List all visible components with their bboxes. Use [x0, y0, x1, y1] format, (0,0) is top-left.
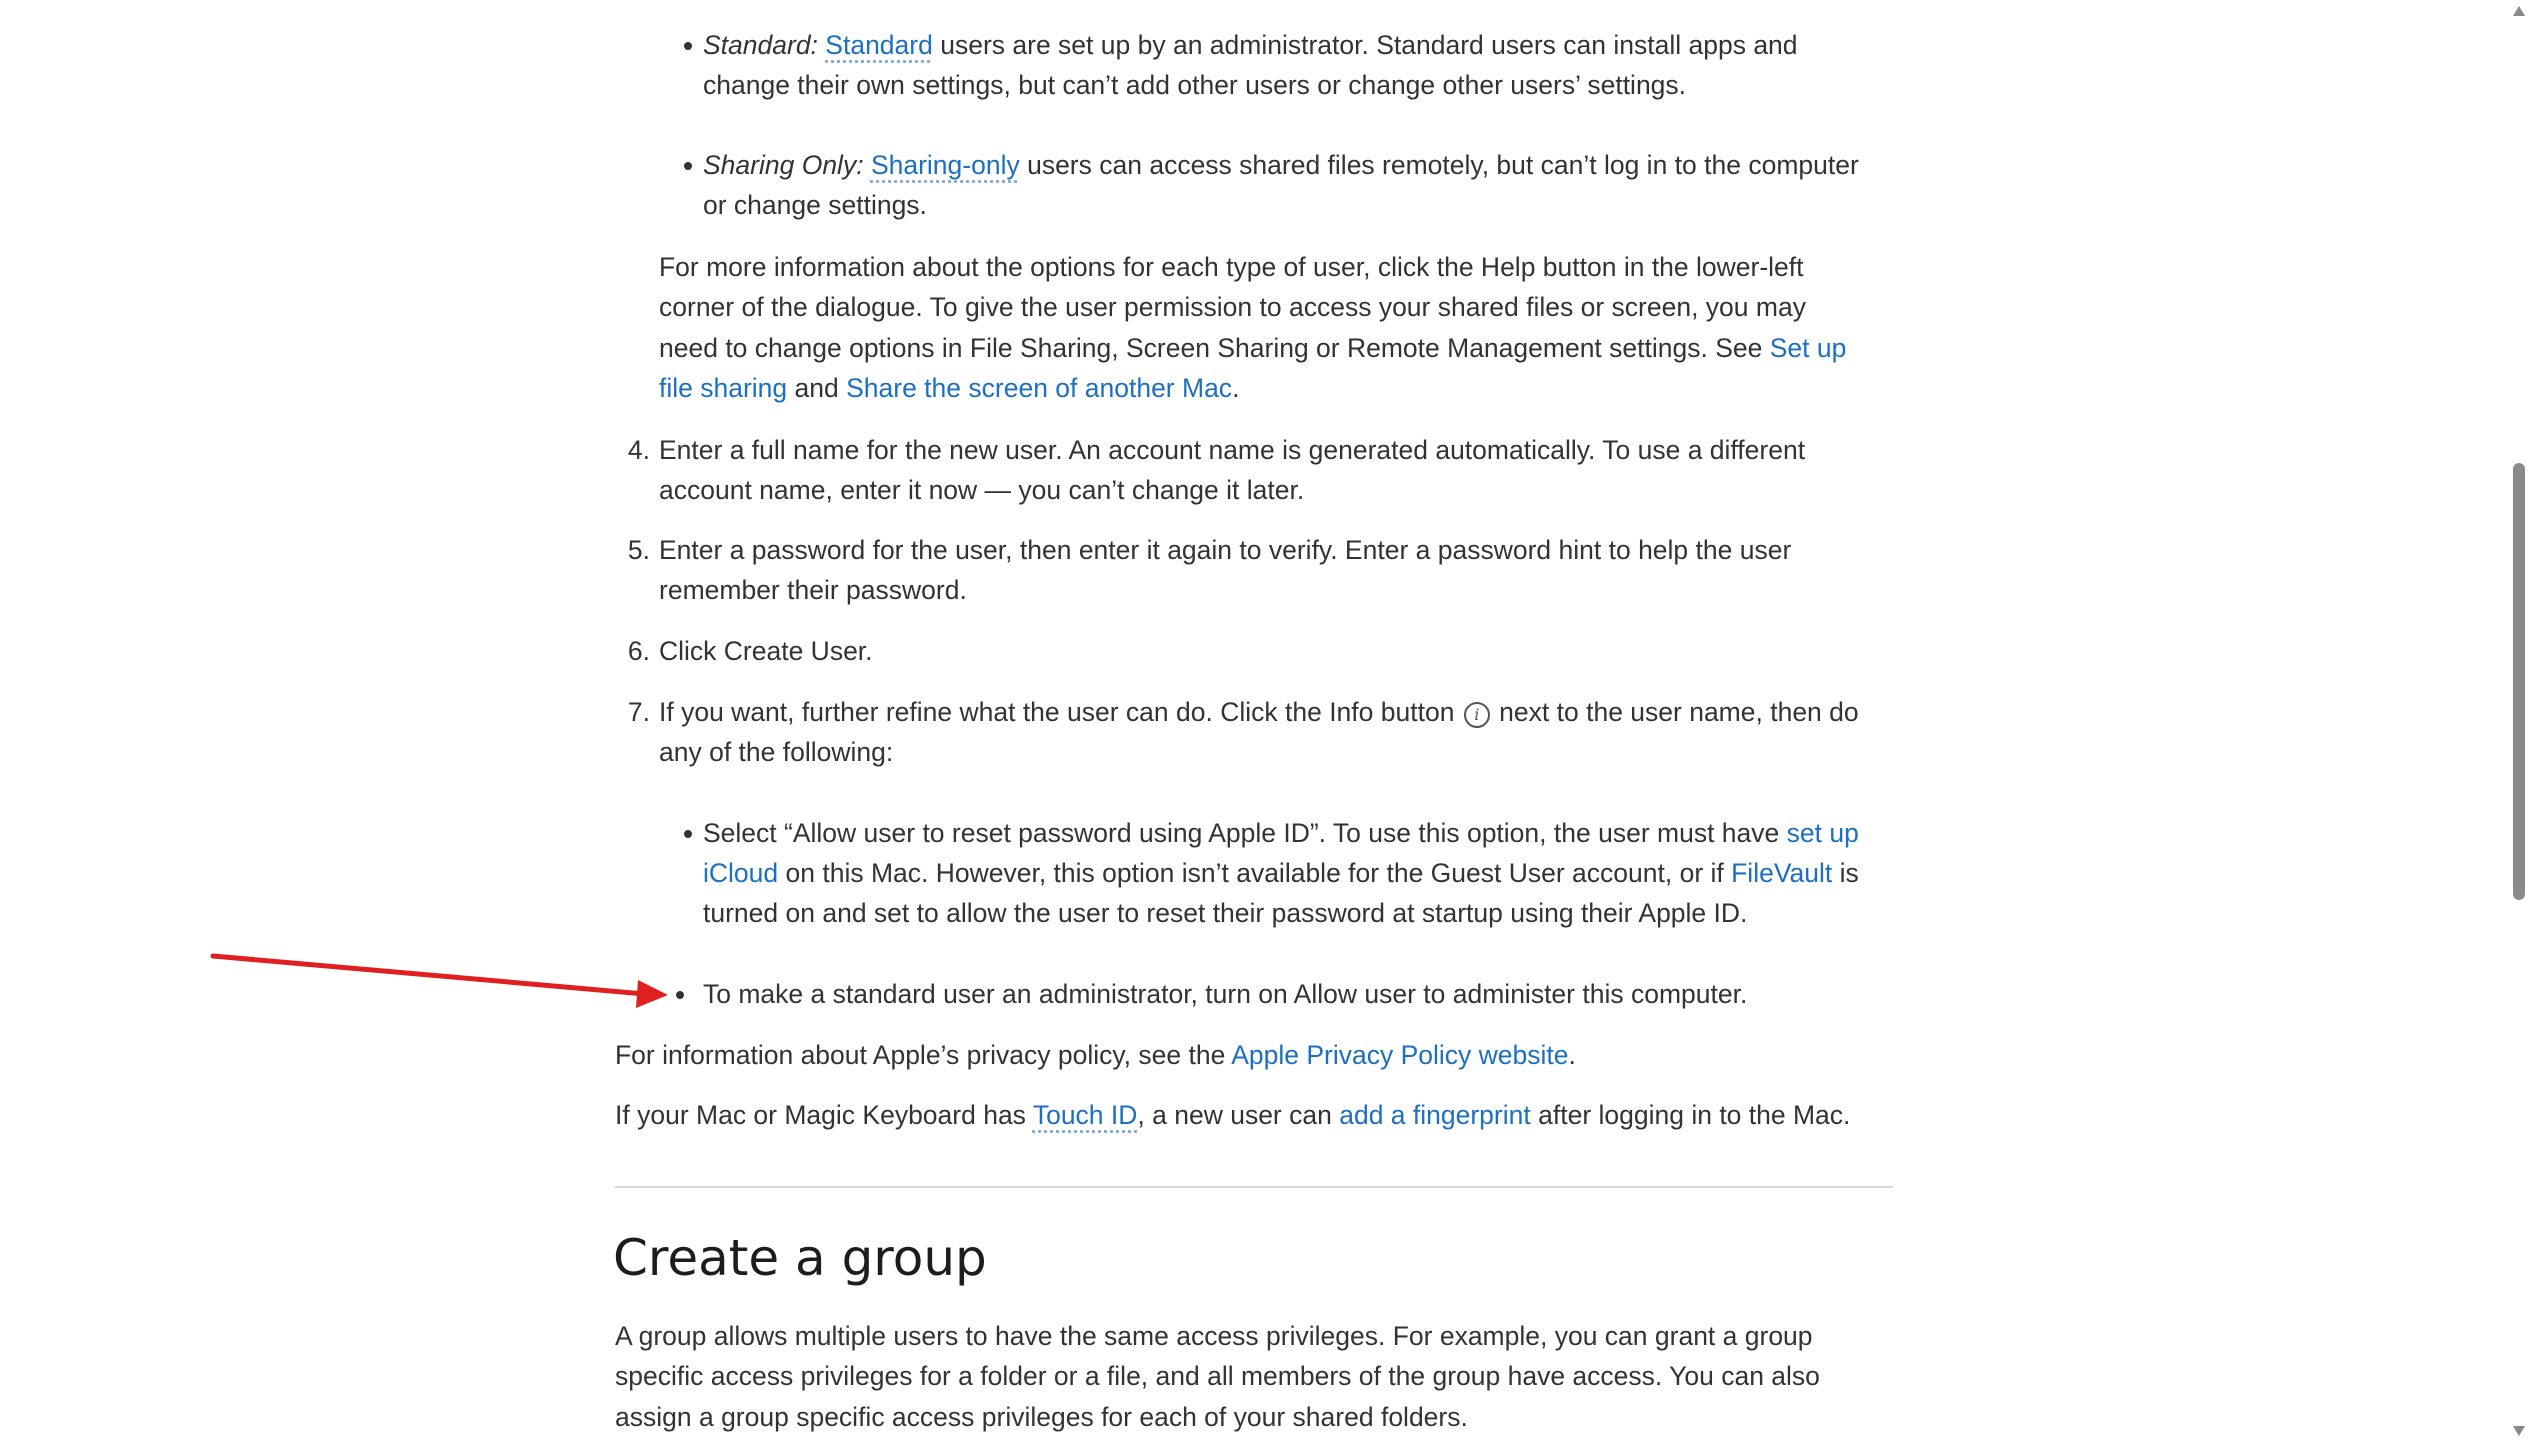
step-number: 7.	[627, 697, 650, 727]
sharing-only-link[interactable]: Sharing-only	[870, 150, 1020, 180]
bullet	[676, 991, 684, 999]
standard-bullet-line2: change their own settings, but can’t add other users or change other users’ settings.	[703, 70, 1687, 100]
step-5-line2: remember their password.	[659, 575, 967, 605]
step-4-line1: Enter a full name for the new user. An account name is generated automatically. To use a different	[659, 435, 1806, 465]
share-screen-link[interactable]: Share the screen of another Mac	[846, 373, 1233, 403]
step-4-line2: account name, enter it now — you can’t change it later.	[659, 475, 1305, 505]
sharing-bullet-line2: or change settings.	[703, 190, 927, 220]
step-7-line1: If you want, further refine what the user can do. Click the Info button i next to the user name, then do	[659, 697, 1859, 727]
add-fingerprint-link[interactable]: add a fingerprint	[1339, 1100, 1531, 1130]
touchid-paragraph: If your Mac or Magic Keyboard has Touch ID, a new user can add a fingerprint after logging in to the Mac.	[615, 1100, 1851, 1130]
step-number: 6.	[627, 636, 650, 666]
step-6-line1: Click Create User.	[659, 636, 873, 666]
file-sharing-link[interactable]: Set up	[1769, 333, 1847, 363]
more-info-line2: corner of the dialogue. To give the user permission to access your shared files or screen, you may	[659, 292, 1806, 322]
info-icon: i	[1464, 702, 1490, 728]
file-sharing-link-cont[interactable]: file sharing	[659, 373, 788, 403]
reset-bullet-line2: iCloud on this Mac. However, this option isn’t available for the Guest User account, or if FileVault is	[703, 858, 1859, 888]
group-para-line3: assign a group specific access privileges for each of your shared folders.	[615, 1402, 1468, 1432]
step-number: 5.	[627, 535, 650, 565]
scroll-down-icon[interactable]	[2513, 1426, 2525, 1436]
set-up-icloud-link[interactable]: set up	[1786, 818, 1859, 848]
more-info-line4: file sharing and Share the screen of another Mac.	[659, 373, 1240, 403]
group-para-line1: A group allows multiple users to have the same access privileges. For example, you can grant a group	[615, 1321, 1813, 1351]
privacy-policy-link[interactable]: Apple Privacy Policy website	[1231, 1040, 1569, 1070]
group-para-line2: specific access privileges for a folder or a file, and all members of the group have access. You can also	[615, 1361, 1820, 1391]
privacy-paragraph: For information about Apple’s privacy policy, see the Apple Privacy Policy website.	[615, 1040, 1576, 1070]
set-up-icloud-link-cont[interactable]: iCloud	[703, 858, 779, 888]
step-5-line1: Enter a password for the user, then enter it again to verify. Enter a password hint to help the user	[659, 535, 1792, 565]
admin-bullet-line: To make a standard user an administrator, turn on Allow user to administer this computer.	[703, 979, 1748, 1009]
bullet	[684, 830, 692, 838]
more-info-line3: need to change options in File Sharing, Screen Sharing or Remote Management settings. See Set up	[659, 333, 1847, 363]
reset-bullet-line1: Select “Allow user to reset password using Apple ID”. To use this option, the user must have set up	[703, 818, 1859, 848]
standard-bullet-line1: Standard: Standard users are set up by an administrator. Standard users can install apps and	[703, 30, 1798, 60]
sharing-bullet-line1: Sharing Only: Sharing-only users can access shared files remotely, but can’t log in to the computer	[703, 150, 1859, 180]
scrollbar-thumb[interactable]	[2513, 463, 2525, 900]
more-info-line1: For more information about the options for each type of user, click the Help button in the lower-left	[659, 252, 1804, 282]
section-heading: Create a group	[613, 1229, 987, 1287]
step-7-line2: any of the following:	[659, 737, 894, 767]
step-number: 4.	[627, 435, 650, 465]
scrollbar[interactable]	[2508, 0, 2530, 1442]
scroll-up-icon[interactable]	[2513, 6, 2525, 16]
filevault-link[interactable]: FileVault	[1731, 858, 1833, 888]
reset-bullet-line3: turned on and set to allow the user to reset their password at startup using their Apple ID.	[703, 898, 1748, 928]
section-divider	[615, 1186, 1893, 1188]
standard-link[interactable]: Standard	[825, 30, 933, 60]
bullet	[684, 162, 692, 170]
touch-id-link[interactable]: Touch ID	[1032, 1100, 1138, 1130]
bullet	[684, 42, 692, 50]
